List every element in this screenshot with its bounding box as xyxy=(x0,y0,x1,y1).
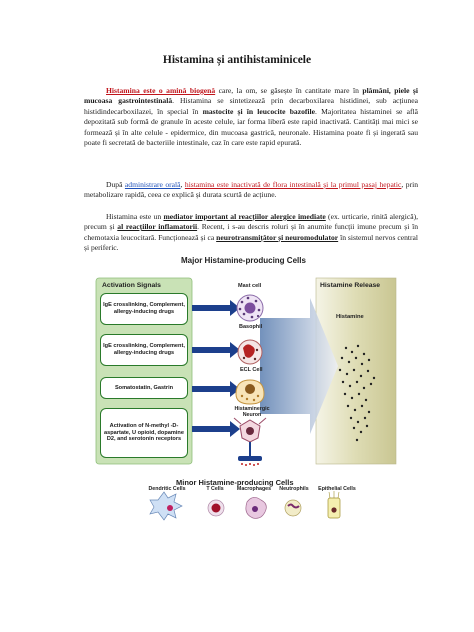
t-cell-icon xyxy=(208,500,224,516)
histamine-label: Histamine xyxy=(336,314,364,320)
highlight-inactivation: histamina este inactivată de flora intestinală și la primul pasaj hepatic xyxy=(184,180,402,189)
cell-label-neuron: Histaminergic Neuron xyxy=(234,406,270,418)
signal-box-2: IgE crosslinking, Complement, allergy-inducing drugs xyxy=(100,334,188,366)
minor-label-epithelial: Epithelial Cells xyxy=(318,486,356,492)
neutrophil-icon xyxy=(285,500,301,516)
basophil-icon xyxy=(238,340,262,364)
macrophage-icon xyxy=(246,497,266,518)
minor-label-tcells: T Cells xyxy=(206,486,224,492)
minor-title: Minor Histamine-producing Cells xyxy=(176,478,294,487)
figure-title: Major Histamine-producing Cells xyxy=(181,256,306,265)
minor-label-dendritic: Dendritic Cells xyxy=(148,486,186,492)
release-title: Histamine Release xyxy=(320,282,381,289)
document-title: Histamina și antihistaminicele xyxy=(162,54,312,66)
cell-label-mast: Mast cell xyxy=(238,283,262,289)
neuron-icon xyxy=(234,418,266,466)
minor-label-neutrophils: Neutrophils xyxy=(279,486,309,492)
minor-label-macrophages: Macrophages xyxy=(236,486,272,492)
signal-box-4: Activation of N-methyl -D-aspartate, U opioid, dopamine D2, and serotonin receptors xyxy=(100,408,188,458)
cell-label-basophil: Basophil xyxy=(239,324,263,330)
highlight-lead: Histamina este o amină biogenă xyxy=(106,86,216,95)
mast-cell-icon xyxy=(237,295,263,321)
epithelial-cell-icon xyxy=(328,491,340,518)
activation-title: Activation Signals xyxy=(102,282,161,289)
signal-box-1: IgE crosslinking, Complement, allergy-inducing drugs xyxy=(100,293,188,325)
link-administrare-orala[interactable]: administrare orală xyxy=(124,180,181,189)
paragraph-1: Histamina este o amină biogenă care, la om, se găsește în cantitate mare în plămâni, piele și mucoasa gastrointestinală. Histamina se sintetizează prin decarboxilarea histidinei, sub acțiunea histidindecarboxilazei, în special în mastocite și în leucocite bazofile. Majoritatea histaminei se află depozitată sub formă de granule în aceste celule, iar forma liberă este rapid inactivată. Cantități mai mici se formează și în alte celule - epidermice, din mucoasa gastrică, neuronale. Histamina poate fi și ingerată sau poate fi secretată de bacteriile intestinale, caz în care este rapid epurată. xyxy=(84,86,418,148)
cell-label-ecl: ECL Cell xyxy=(240,367,263,373)
dendritic-cell-icon xyxy=(150,492,182,520)
paragraph-3: Histamina este un mediator important al reacțiilor alergice imediate (ex. urticarie, rinită alergică), precum și al reacțiilor inflamatorii. Recent, i s-au descris roluri și în anumite funcții imune precum și în chemotaxia leucocitară. Funcționează și ca neurotransmițător și neuromodulator în sistemul nervos central și periferic. xyxy=(84,212,419,253)
paragraph-2: După administrare orală, histamina este inactivată de flora intestinală și la primul pasaj hepatic, prin metabolizare rapidă, ceea ce explică și durata scurtă de acțiune. xyxy=(84,180,419,200)
signal-box-3: Somatostatin, Gastrin xyxy=(100,377,188,399)
histamine-figure xyxy=(84,256,404,536)
ecl-cell-icon xyxy=(236,380,264,404)
